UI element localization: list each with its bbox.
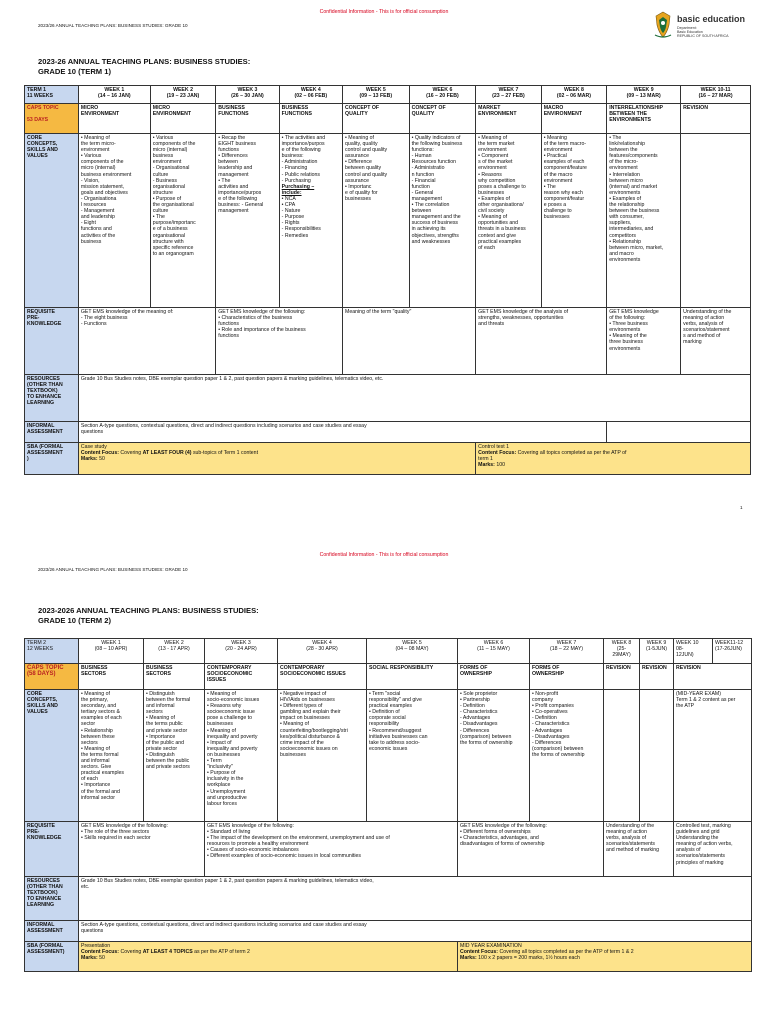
cell-line: - Administration — [281, 159, 318, 166]
core-concepts-cell: • Sole proprietor • Partnership - Definition - Characteristics - Advantages - Disadvantages - Differences (comparison) between the forms of ownership — [458, 690, 530, 822]
sba-label: SBA (FORMAL ASSESSMENT ) — [25, 443, 79, 475]
week-header: WEEK 7 (23 – 27 FEB) — [476, 86, 542, 104]
week-header: WEEK 10 08- 12JUN) — [674, 639, 713, 664]
week-header: WEEK 9 (1-5JUN) — [640, 639, 674, 664]
week-header: WEEK 6 (11 – 15 MAY) — [458, 639, 530, 664]
cell-line: • NCA — [281, 195, 296, 202]
cell-line: - Remedies — [281, 232, 309, 239]
logo-title: basic education — [677, 14, 746, 24]
informal-assessment-label: INFORMAL ASSESSMENT — [25, 921, 79, 942]
dbe-logo — [652, 11, 762, 41]
topic-cell: MICRO ENVIRONMENT — [78, 104, 150, 134]
topic-cell: BUSINESS SECTORS — [79, 664, 144, 690]
topic-cell: BUSINESS FUNCTIONS — [279, 104, 342, 134]
week-header: WEEK 5 (09 – 13 FEB) — [343, 86, 410, 104]
topic-cell: REVISION — [681, 104, 751, 134]
logo-department: Department: Basic Education REPUBLIC OF SOUTH AFRICA — [677, 26, 729, 38]
term2-page — [0, 548, 768, 1024]
core-concepts-cell — [640, 690, 674, 822]
requisite-cell: GET EMS knowledge of the meaning of: - The eight business - Functions — [78, 308, 215, 375]
core-concepts-cell — [681, 134, 751, 308]
term1-title: 2023-26 ANNUAL TEACHING PLANS: BUSINESS STUDIES: GRADE 10 (TERM 1) — [38, 57, 251, 76]
core-concepts-label: CORE CONCEPTS, SKILLS AND VALUES — [25, 690, 79, 822]
topic-cell: REVISION — [604, 664, 640, 690]
term-corner: TERM 1 11 WEEKS — [25, 86, 79, 104]
cell-line: Purchasing – — [281, 183, 315, 190]
resources-cell: Grade 10 Bus Studies notes, DBE exemplar question paper 1 & 2, past question papers & marking guidelines, telematics video, etc. — [78, 375, 750, 422]
informal-assessment-label: INFORMAL ASSESSMENT — [25, 422, 79, 443]
core-concepts-cell: • Term "social responsibility" and give practical examples • Definition of corporate social responsibility • Recommend/suggest initiatives businesses can take to address socio- economic issues — [367, 690, 458, 822]
requisite-cell: Meaning of the term "quality" — [343, 308, 476, 375]
requisite-cell: Controlled test, marking guidelines and grid Understanding the meaning of action verbs, analysis of scenarios/statements principles of marking — [674, 822, 752, 877]
week-header: WEEK 4 (28 - 30 APR) — [278, 639, 367, 664]
informal-row — [25, 422, 751, 443]
term2-plan-table — [24, 638, 752, 972]
requisite-row — [25, 308, 751, 375]
sba-row — [25, 443, 751, 475]
core-concepts-cell: • Meaning of socio-economic issues • Reasons why socioeconomic issue pose a challenge to businesses • Meaning of inequality and poverty • Impact of inequality and poverty on businesses • Term "inclusivity" • Purpose of inclusivity in the workplace • Unemployment and unproductive labour forces — [205, 690, 278, 822]
core-concepts-cell: • Meaning of the term macro- environment • Practical examples of each component/feature of the macro environment • The reason why each component/featur e poses a challenge to businesses — [541, 134, 607, 308]
core-concepts-cell: (MID-YEAR EXAM) Term 1 & 2 content as per the ATP — [674, 690, 752, 822]
coat-of-arms-icon — [652, 11, 674, 39]
requisite-row — [25, 822, 752, 877]
cell-line: • CPA — [281, 202, 296, 209]
core-concepts-cell: • Non-profit company • Profit companies • Co-operatives - Definition - Characteristics - Advantages - Disadvantages - Differences (comparison) between the forms of ownership — [530, 690, 604, 822]
topic-cell: MACRO ENVIRONMENT — [541, 104, 607, 134]
cell-line: - Rights — [281, 220, 300, 227]
requisite-cell: GET EMS knowledge of the following: • Characteristics of the business functions • Role and importance of the business functions — [216, 308, 343, 375]
resources-label: RESOURCES (OTHER THAN TEXTBOOK) TO ENHANCE LEARNING — [25, 375, 79, 422]
core-concepts-cell: • Recap the EIGHT business functions • Differences between leadership and management • The activities and importance/purpos e of the following business: - General management — [216, 134, 279, 308]
week-header: WEEK 3 (26 – 30 JAN) — [216, 86, 279, 104]
resources-cell: Grade 10 Bus Studies notes, DBE exemplar question paper 1 & 2, past question papers & marking guidelines, telematics video, etc. — [79, 877, 752, 921]
core-concepts-label: CORE CONCEPTS, SKILLS AND VALUES — [25, 134, 79, 308]
caps-topic-row — [25, 104, 751, 134]
informal-assessment-cell: Section A-type questions, contextual questions, direct and indirect questions including scenarios and case studies and essay questions — [78, 422, 606, 443]
week-header: WEEK 9 (09 – 13 MAR) — [607, 86, 681, 104]
resources-row — [25, 877, 752, 921]
running-header: 2023/26 ANNUAL TEACHING PLANS: BUSINESS STUDIES: GRADE 10 — [38, 567, 188, 572]
sba-row — [25, 942, 752, 972]
cell-line: - Nature — [281, 208, 301, 215]
topic-cell: BUSINESS SECTORS — [144, 664, 205, 690]
topic-cell: REVISION — [640, 664, 674, 690]
confidential-notice: Confidential Information - This is for official consumption — [319, 9, 449, 15]
core-concepts-cell: • Meaning of the term micro- environment • Various components of the micro (internal) business environment - Vision, mission statement, goals and objectives - Organisationa l resources - Management and leadership - Eight functions and activities of the business — [78, 134, 150, 308]
core-concepts-cell — [279, 134, 342, 308]
confidential-notice: Confidential Information - This is for official consumption — [319, 552, 449, 558]
cell-line: - Purchasing — [281, 177, 311, 184]
page-number: 1 — [740, 505, 743, 510]
requisite-cell: GET EMS knowledge of the following: • Different forms of ownerships • Characteristics, advantages, and disadvantages of forms of ownership — [458, 822, 604, 877]
week-header: WEEK 3 (20 - 24 APR) — [205, 639, 278, 664]
cell-line: - Financing — [281, 165, 308, 172]
requisite-cell: GET EMS knowledge of the analysis of strengths, weaknesses, opportunities and threats — [476, 308, 607, 375]
week-header: WEEK 1 (14 – 16 JAN) — [78, 86, 150, 104]
cell-line: include: — [281, 189, 302, 196]
topic-cell: FORMS OF OWNERSHIP — [530, 664, 604, 690]
requisite-cell: GET EMS knowledge of the following: • Standard of living • The impact of the development on the environment, unemployment and use of resources to promote a healthy environment • Causes of socio-economic imbalances • Different examples of socio-economic issues in local communities — [205, 822, 458, 877]
core-concepts-cell: • Meaning of quality, quality control and quality assurance • Difference between quality control and quality assurance • Importanc e of quality for businesses — [343, 134, 410, 308]
caps-topic-label: CAPS TOPIC 53 DAYS — [25, 104, 79, 134]
informal-row — [25, 921, 752, 942]
topic-cell: BUSINESS FUNCTIONS — [216, 104, 279, 134]
sba-label: SBA (FORMAL ASSESSMENT) — [25, 942, 79, 972]
requisite-cell: Understanding of the meaning of action verbs, analysis of scenarios/statements and method of marking — [604, 822, 674, 877]
week-header: WEEK 2 (19 – 23 JAN) — [150, 86, 216, 104]
week-header: WEEK 8 (02 – 06 MAR) — [541, 86, 607, 104]
topic-cell: CONTEMPORARY SOCIOECONOMIC ISSUES — [205, 664, 278, 690]
sba-task-presentation: Presentation Content Focus: Covering AT LEAST 4 TOPICS as per the ATP of term 2 Marks: 50 — [79, 942, 458, 972]
resources-label: RESOURCES (OTHER THAN TEXTBOOK) TO ENHANCE LEARNING — [25, 877, 79, 921]
cell-line: e of the following — [281, 147, 321, 154]
core-concepts-row — [25, 690, 752, 822]
topic-cell: INTERRELATIONSHIP BETWEEN THE ENVIRONMENTS — [607, 104, 681, 134]
week-header: WEEK 2 (13 - 17 APR) — [144, 639, 205, 664]
topic-cell: MICRO ENVIRONMENT — [150, 104, 216, 134]
topic-cell: MARKET ENVIRONMENT — [476, 104, 542, 134]
week-header: WEEK 5 (04 – 08 MAY) — [367, 639, 458, 664]
sba-task-mid-year-exam: MID YEAR EXAMINATION Content Focus: Covering all topics completed as per the ATP of term 1 & 2 Marks: 100 x 2 papers = 200 marks, 1½ hours each — [458, 942, 752, 972]
week-header: WEEK 4 (02 – 06 FEB) — [279, 86, 342, 104]
cell-line: • The activities and — [281, 135, 326, 141]
week-header: WEEK 1 (08 – 10 APR) — [79, 639, 144, 664]
running-header: 2023/26 ANNUAL TEACHING PLANS: BUSINESS STUDIES: GRADE 10 — [38, 23, 188, 28]
core-concepts-cell: • Quality indicators of the following business functions: - Human Resources function - Administratio n function - Financial function - General management • The correlation between management and the success of business in achieving its objectives, strengths and weaknesses — [409, 134, 476, 308]
core-concepts-cell: • Negative impact of HIV/Aids on businesses • Different types of gambling and explain their impact on businesses • Meaning of counterfeiting/bootlegging/stri kes/political disturbance & crime impact of the socioeconomic issues on businesses — [278, 690, 367, 822]
sba-task-case-study: Case study Content Focus: Covering AT LEAST FOUR (4) sub-topics of Term 1 content Marks: 50 — [78, 443, 475, 475]
cell-line: business: — [281, 153, 304, 160]
header-row — [25, 86, 751, 104]
term-corner: TERM 2 12 WEEKS — [25, 639, 79, 664]
header-row — [25, 639, 752, 664]
week-header: WEEK 7 (18 – 22 MAY) — [530, 639, 604, 664]
topic-cell: SOCIAL RESPONSIBILITY — [367, 664, 458, 690]
caps-topic-row — [25, 664, 752, 690]
requisite-cell: GET EMS knowledge of the following: • The role of the three sectors • Skills required in each sector — [79, 822, 205, 877]
topic-cell: REVISION — [674, 664, 752, 690]
core-concepts-cell: • The link/relationship between the features/components of the micro- environment • Interrelation between micro (internal) and market environments • Examples of the relationship between the business with consumer, suppliers, intermediaries, and competitors • Relationship between micro, market, and macro environments — [607, 134, 681, 308]
requisite-label: REQUISITE PRE- KNOWLEDGE — [25, 822, 79, 877]
requisite-cell: GET EMS knowledge of the following: • Three business environments • Meaning of the three business environments — [607, 308, 681, 375]
week-header: WEEK 8 (25- 29MAY) — [604, 639, 640, 664]
core-concepts-cell: • Distinguish between the formal and informal sectors • Meaning of the terms public and private sector • Importance of the public and private sector • Distinguish between the public and private sectors — [144, 690, 205, 822]
cell-line: - Purpose — [281, 214, 305, 221]
core-concepts-cell: • Various components of the micro (internal) business environment - Organisational culture - Business organisational structure • Purpose of the organisational culture • The purpose/importanc e of a business organisational structure with specific reference to an organogram — [150, 134, 216, 308]
informal-assessment-cell: Section A-type questions, contextual questions, direct and indirect questions including scenarios and case studies and essay questions — [79, 921, 752, 942]
week-header: WEEK11-12 (17-26JUN) — [713, 639, 752, 664]
topic-cell: CONCEPT OF QUALITY — [409, 104, 476, 134]
cell-line: importance/purpos — [281, 141, 325, 148]
topic-cell: FORMS OF OWNERSHIP — [458, 664, 530, 690]
core-concepts-cell: • Meaning of the primary, secondary, and tertiary sectors & examples of each sector • Relationship between these sectors • Meaning of the terms formal and informal sectors. Give practical examples of each • Importance of the formal and informal sector — [79, 690, 144, 822]
term1-plan-table — [24, 85, 751, 475]
week-header: WEEK 10-11 (16 – 27 MAR) — [681, 86, 751, 104]
topic-cell: CONCEPT OF QUALITY — [343, 104, 410, 134]
cell-line: - Public relations — [281, 171, 321, 178]
resources-row — [25, 375, 751, 422]
core-concepts-row — [25, 134, 751, 308]
week-header: WEEK 6 (16 – 20 FEB) — [409, 86, 476, 104]
term2-title: 2023-2026 ANNUAL TEACHING PLANS: BUSINESS STUDIES: GRADE 10 (TERM 2) — [38, 606, 259, 625]
cell-line: - Responsibilities — [281, 226, 321, 233]
requisite-label: REQUISITE PRE- KNOWLEDGE — [25, 308, 79, 375]
caps-topic-label: CAPS TOPIC (58 DAYS) — [25, 664, 79, 690]
topic-cell: CONTEMPORARY SOCIOECONOMIC ISSUES — [278, 664, 367, 690]
informal-empty — [607, 422, 751, 443]
sba-task-control-test: Control test 1 Content Focus: Covering all topics completed as per the ATP of term 1 Marks: 100 — [476, 443, 751, 475]
core-concepts-cell: • Meaning of the term market environment • Component s of the market environment • Reasons why competition poses a challenge to businesses • Examples of other organisations/ civil society • Meaning of opportunities and threats in a business context and give practical examples of each — [476, 134, 542, 308]
core-concepts-cell — [604, 690, 640, 822]
requisite-cell: Understanding of the meaning of action verbs, analysis of scenarios/statement s and method of marking — [681, 308, 751, 375]
